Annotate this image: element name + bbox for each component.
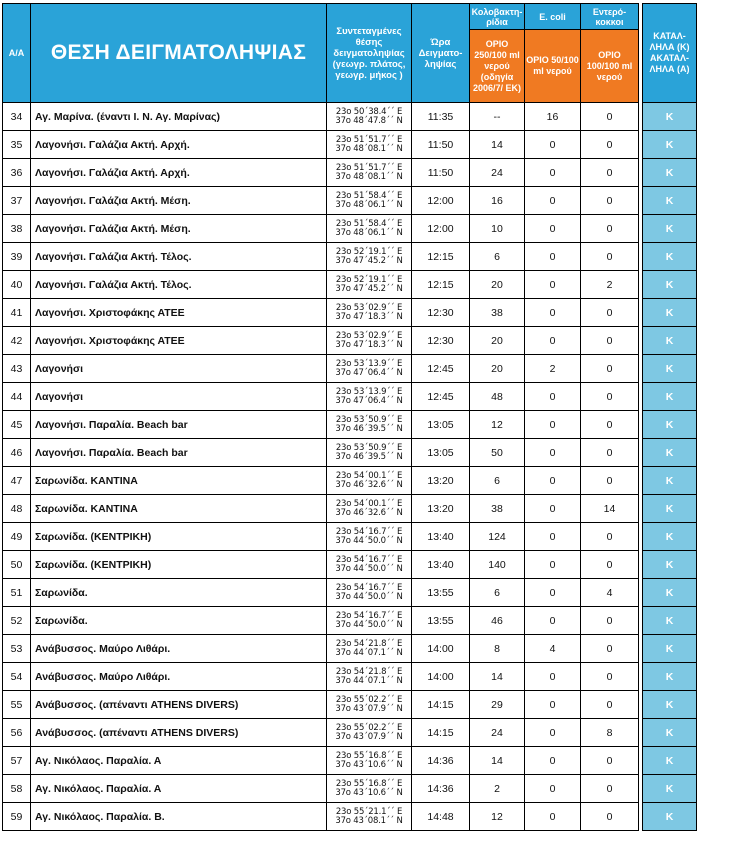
row-coliform: 46 bbox=[470, 607, 525, 635]
table-row bbox=[3, 579, 697, 607]
row-coliform: 29 bbox=[470, 691, 525, 719]
latitude: 37ο 46΄32.6΄΄ Ν bbox=[335, 507, 403, 518]
row-verdict-badge: Κ bbox=[643, 299, 697, 327]
row-coliform: 38 bbox=[470, 495, 525, 523]
row-coliform: 50 bbox=[470, 439, 525, 467]
row-verdict-badge: Κ bbox=[643, 775, 697, 803]
row-location: Σαρωνίδα. ΚΑΝΤΙΝΑ bbox=[31, 495, 327, 523]
row-number: 48 bbox=[3, 495, 31, 523]
row-verdict-badge: Κ bbox=[643, 187, 697, 215]
row-verdict-badge: Κ bbox=[643, 383, 697, 411]
row-number: 43 bbox=[3, 355, 31, 383]
row-time: 13:05 bbox=[412, 439, 470, 467]
row-ecoli: 16 bbox=[525, 103, 581, 131]
header-verdict: ΚΑΤΑΛ-ΛΗΛΑ (Κ) ΑΚΑΤΑΛ-ΛΗΛΑ (Α) bbox=[643, 4, 697, 103]
row-entero: 0 bbox=[581, 523, 639, 551]
row-coordinates bbox=[327, 719, 412, 747]
row-ecoli: 0 bbox=[525, 131, 581, 159]
row-entero: 0 bbox=[581, 551, 639, 579]
row-location: Σαρωνίδα. bbox=[31, 607, 327, 635]
row-ecoli: 0 bbox=[525, 383, 581, 411]
longitude: 23ο 55΄21.1΄΄ Ε bbox=[335, 806, 403, 817]
table-row bbox=[3, 243, 697, 271]
row-ecoli: 0 bbox=[525, 411, 581, 439]
table-row bbox=[3, 355, 697, 383]
row-number: 35 bbox=[3, 131, 31, 159]
row-time: 12:30 bbox=[412, 327, 470, 355]
row-verdict-badge: Κ bbox=[643, 719, 697, 747]
row-verdict-badge: Κ bbox=[643, 467, 697, 495]
row-coliform: 16 bbox=[470, 187, 525, 215]
row-coordinates bbox=[327, 495, 412, 523]
row-number: 54 bbox=[3, 663, 31, 691]
longitude: 23ο 54΄16.7΄΄ Ε bbox=[335, 554, 403, 565]
row-time: 12:30 bbox=[412, 299, 470, 327]
row-location: Λαγονήσι bbox=[31, 383, 327, 411]
row-coliform: 14 bbox=[470, 747, 525, 775]
row-entero: 0 bbox=[581, 327, 639, 355]
row-number: 55 bbox=[3, 691, 31, 719]
longitude: 23ο 54΄21.8΄΄ Ε bbox=[335, 666, 403, 677]
latitude: 37ο 43΄10.6΄΄ Ν bbox=[335, 759, 403, 770]
header-entero-limit: ΟΡΙΟ 100/100 ml νερού bbox=[581, 30, 639, 103]
row-time: 14:36 bbox=[412, 747, 470, 775]
latitude: 37ο 47΄18.3΄΄ Ν bbox=[335, 311, 403, 322]
latitude: 37ο 44΄50.0΄΄ Ν bbox=[335, 563, 403, 574]
longitude: 23ο 53΄02.9΄΄ Ε bbox=[335, 302, 403, 313]
row-time: 14:36 bbox=[412, 775, 470, 803]
row-location: Σαρωνίδα. ΚΑΝΤΙΝΑ bbox=[31, 467, 327, 495]
table-row bbox=[3, 187, 697, 215]
row-ecoli: 0 bbox=[525, 467, 581, 495]
row-time: 14:15 bbox=[412, 691, 470, 719]
row-location: Ανάβυσσος. Μαύρο Λιθάρι. bbox=[31, 663, 327, 691]
row-location: Λαγονήσι. Γαλάζια Ακτή. Τέλος. bbox=[31, 271, 327, 299]
row-entero: 0 bbox=[581, 243, 639, 271]
longitude: 23ο 51΄58.4΄΄ Ε bbox=[335, 190, 403, 201]
row-ecoli: 0 bbox=[525, 495, 581, 523]
row-number: 49 bbox=[3, 523, 31, 551]
row-number: 47 bbox=[3, 467, 31, 495]
row-coliform: 24 bbox=[470, 159, 525, 187]
row-coordinates bbox=[327, 271, 412, 299]
latitude: 37ο 44΄50.0΄΄ Ν bbox=[335, 591, 403, 602]
row-ecoli: 0 bbox=[525, 159, 581, 187]
row-entero: 0 bbox=[581, 803, 639, 831]
row-coordinates bbox=[327, 327, 412, 355]
row-number: 46 bbox=[3, 439, 31, 467]
row-coliform: 48 bbox=[470, 383, 525, 411]
latitude: 37ο 44΄50.0΄΄ Ν bbox=[335, 619, 403, 630]
row-time: 14:00 bbox=[412, 635, 470, 663]
table-row bbox=[3, 103, 697, 131]
longitude: 23ο 52΄19.1΄΄ Ε bbox=[335, 274, 403, 285]
row-location: Λαγονήσι. Γαλάζια Ακτή. Μέση. bbox=[31, 215, 327, 243]
row-time: 13:40 bbox=[412, 551, 470, 579]
row-location: Σαρωνίδα. bbox=[31, 579, 327, 607]
row-location: Λαγονήσι. Παραλία. Beach bar bbox=[31, 439, 327, 467]
row-entero: 0 bbox=[581, 187, 639, 215]
row-coliform: 20 bbox=[470, 327, 525, 355]
row-coordinates bbox=[327, 411, 412, 439]
row-verdict-badge: Κ bbox=[643, 579, 697, 607]
row-time: 13:20 bbox=[412, 495, 470, 523]
row-entero: 0 bbox=[581, 775, 639, 803]
row-location: Αγ. Νικόλαος. Παραλία. Α bbox=[31, 747, 327, 775]
row-coliform: 6 bbox=[470, 243, 525, 271]
row-entero: 0 bbox=[581, 215, 639, 243]
row-verdict-badge: Κ bbox=[643, 411, 697, 439]
row-number: 58 bbox=[3, 775, 31, 803]
latitude: 37ο 47΄06.4΄΄ Ν bbox=[335, 367, 403, 378]
row-coliform: 24 bbox=[470, 719, 525, 747]
header-ecoli-limit: ΟΡΙΟ 50/100 ml νερού bbox=[525, 30, 581, 103]
row-time: 12:45 bbox=[412, 355, 470, 383]
table-row bbox=[3, 803, 697, 831]
row-number: 53 bbox=[3, 635, 31, 663]
row-ecoli: 0 bbox=[525, 747, 581, 775]
table-row bbox=[3, 775, 697, 803]
table-row bbox=[3, 299, 697, 327]
longitude: 23ο 55΄16.8΄΄ Ε bbox=[335, 778, 403, 789]
row-verdict-badge: Κ bbox=[643, 103, 697, 131]
table-row bbox=[3, 635, 697, 663]
header-coliform-limit: ΟΡΙΟ 250/100 ml νερού (οδηγία 2006/7/ ΕΚ) bbox=[470, 30, 525, 103]
row-number: 45 bbox=[3, 411, 31, 439]
longitude: 23ο 53΄13.9΄΄ Ε bbox=[335, 386, 403, 397]
latitude: 37ο 48΄06.1΄΄ Ν bbox=[335, 227, 403, 238]
row-ecoli: 0 bbox=[525, 187, 581, 215]
row-entero: 0 bbox=[581, 355, 639, 383]
row-coliform: 12 bbox=[470, 411, 525, 439]
row-time: 13:40 bbox=[412, 523, 470, 551]
longitude: 23ο 54΄00.1΄΄ Ε bbox=[335, 498, 403, 509]
row-coliform: -- bbox=[470, 103, 525, 131]
row-entero: 0 bbox=[581, 691, 639, 719]
table-row bbox=[3, 131, 697, 159]
row-coliform: 124 bbox=[470, 523, 525, 551]
row-location: Αγ. Νικόλαος. Παραλία. Α bbox=[31, 775, 327, 803]
row-number: 56 bbox=[3, 719, 31, 747]
longitude: 23ο 51΄51.7΄΄ Ε bbox=[335, 134, 403, 145]
row-coliform: 2 bbox=[470, 775, 525, 803]
row-ecoli: 0 bbox=[525, 215, 581, 243]
latitude: 37ο 47΄06.4΄΄ Ν bbox=[335, 395, 403, 406]
row-coordinates bbox=[327, 187, 412, 215]
row-entero: 0 bbox=[581, 663, 639, 691]
row-location: Αγ. Νικόλαος. Παραλία. Β. bbox=[31, 803, 327, 831]
row-coordinates bbox=[327, 663, 412, 691]
row-time: 11:50 bbox=[412, 159, 470, 187]
row-coliform: 20 bbox=[470, 355, 525, 383]
longitude: 23ο 51΄51.7΄΄ Ε bbox=[335, 162, 403, 173]
longitude: 23ο 54΄16.7΄΄ Ε bbox=[335, 582, 403, 593]
row-coordinates bbox=[327, 131, 412, 159]
sampling-results-table bbox=[2, 3, 697, 831]
latitude: 37ο 46΄39.5΄΄ Ν bbox=[335, 423, 403, 434]
longitude: 23ο 53΄50.9΄΄ Ε bbox=[335, 442, 403, 453]
row-location: Λαγονήσι. Γαλάζια Ακτή. Αρχή. bbox=[31, 131, 327, 159]
row-coliform: 140 bbox=[470, 551, 525, 579]
row-entero: 14 bbox=[581, 495, 639, 523]
row-coordinates bbox=[327, 439, 412, 467]
row-time: 12:45 bbox=[412, 383, 470, 411]
row-verdict-badge: Κ bbox=[643, 131, 697, 159]
header-ecoli: E. coli bbox=[525, 4, 581, 30]
row-verdict-badge: Κ bbox=[643, 327, 697, 355]
row-coliform: 6 bbox=[470, 579, 525, 607]
table-row bbox=[3, 383, 697, 411]
header-time: Ώρα Δειγματο-ληψίας bbox=[412, 4, 470, 103]
latitude: 37ο 43΄10.6΄΄ Ν bbox=[335, 787, 403, 798]
row-coordinates bbox=[327, 551, 412, 579]
table-row bbox=[3, 607, 697, 635]
row-ecoli: 0 bbox=[525, 299, 581, 327]
row-number: 37 bbox=[3, 187, 31, 215]
row-ecoli: 0 bbox=[525, 327, 581, 355]
row-entero: 0 bbox=[581, 131, 639, 159]
longitude: 23ο 55΄16.8΄΄ Ε bbox=[335, 750, 403, 761]
table-row bbox=[3, 663, 697, 691]
row-location: Ανάβυσσος. Μαύρο Λιθάρι. bbox=[31, 635, 327, 663]
row-time: 11:50 bbox=[412, 131, 470, 159]
longitude: 23ο 53΄02.9΄΄ Ε bbox=[335, 330, 403, 341]
row-ecoli: 0 bbox=[525, 551, 581, 579]
row-number: 39 bbox=[3, 243, 31, 271]
latitude: 37ο 48΄06.1΄΄ Ν bbox=[335, 199, 403, 210]
row-number: 40 bbox=[3, 271, 31, 299]
latitude: 37ο 46΄32.6΄΄ Ν bbox=[335, 479, 403, 490]
table-row bbox=[3, 467, 697, 495]
row-verdict-badge: Κ bbox=[643, 215, 697, 243]
header-location: ΘΕΣΗ ΔΕΙΓΜΑΤΟΛΗΨΙΑΣ bbox=[31, 4, 327, 103]
latitude: 37ο 47΄18.3΄΄ Ν bbox=[335, 339, 403, 350]
row-entero: 0 bbox=[581, 635, 639, 663]
longitude: 23ο 54΄16.7΄΄ Ε bbox=[335, 526, 403, 537]
row-coliform: 10 bbox=[470, 215, 525, 243]
longitude: 23ο 55΄02.2΄΄ Ε bbox=[335, 722, 403, 733]
row-number: 36 bbox=[3, 159, 31, 187]
latitude: 37ο 47΄45.2΄΄ Ν bbox=[335, 255, 403, 266]
latitude: 37ο 47΄45.2΄΄ Ν bbox=[335, 283, 403, 294]
row-coliform: 12 bbox=[470, 803, 525, 831]
row-time: 14:15 bbox=[412, 719, 470, 747]
table-row bbox=[3, 719, 697, 747]
latitude: 37ο 43΄07.9΄΄ Ν bbox=[335, 703, 403, 714]
table-row bbox=[3, 551, 697, 579]
row-verdict-badge: Κ bbox=[643, 243, 697, 271]
latitude: 37ο 43΄07.9΄΄ Ν bbox=[335, 731, 403, 742]
row-entero: 0 bbox=[581, 747, 639, 775]
row-location: Αγ. Μαρίνα. (έναντι Ι. Ν. Αγ. Μαρίνας) bbox=[31, 103, 327, 131]
row-coordinates bbox=[327, 299, 412, 327]
row-time: 14:00 bbox=[412, 663, 470, 691]
row-entero: 8 bbox=[581, 719, 639, 747]
row-ecoli: 0 bbox=[525, 663, 581, 691]
row-entero: 4 bbox=[581, 579, 639, 607]
row-number: 59 bbox=[3, 803, 31, 831]
longitude: 23ο 55΄02.2΄΄ Ε bbox=[335, 694, 403, 705]
row-location: Σαρωνίδα. (ΚΕΝΤΡΙΚΗ) bbox=[31, 523, 327, 551]
latitude: 37ο 46΄39.5΄΄ Ν bbox=[335, 451, 403, 462]
table-row bbox=[3, 439, 697, 467]
longitude: 23ο 50΄38.4΄΄ Ε bbox=[335, 106, 403, 117]
row-coliform: 20 bbox=[470, 271, 525, 299]
row-coordinates bbox=[327, 215, 412, 243]
row-coordinates bbox=[327, 747, 412, 775]
row-ecoli: 0 bbox=[525, 775, 581, 803]
row-entero: 0 bbox=[581, 607, 639, 635]
latitude: 37ο 48΄08.1΄΄ Ν bbox=[335, 171, 403, 182]
row-coordinates bbox=[327, 803, 412, 831]
row-location: Λαγονήσι. Γαλάζια Ακτή. Μέση. bbox=[31, 187, 327, 215]
table-row bbox=[3, 159, 697, 187]
table-row bbox=[3, 215, 697, 243]
row-coordinates bbox=[327, 691, 412, 719]
row-number: 44 bbox=[3, 383, 31, 411]
row-ecoli: 0 bbox=[525, 719, 581, 747]
row-ecoli: 0 bbox=[525, 579, 581, 607]
latitude: 37ο 44΄07.1΄΄ Ν bbox=[335, 675, 403, 686]
row-verdict-badge: Κ bbox=[643, 747, 697, 775]
row-coordinates bbox=[327, 383, 412, 411]
row-entero: 0 bbox=[581, 159, 639, 187]
longitude: 23ο 52΄19.1΄΄ Ε bbox=[335, 246, 403, 257]
row-verdict-badge: Κ bbox=[643, 495, 697, 523]
row-verdict-badge: Κ bbox=[643, 159, 697, 187]
row-coordinates bbox=[327, 103, 412, 131]
row-verdict-badge: Κ bbox=[643, 271, 697, 299]
row-time: 14:48 bbox=[412, 803, 470, 831]
row-verdict-badge: Κ bbox=[643, 523, 697, 551]
header-coliform: Κολοβακτη-ρίδια bbox=[470, 4, 525, 30]
row-coordinates bbox=[327, 523, 412, 551]
row-location: Ανάβυσσος. (απέναντι ATHENS DIVERS) bbox=[31, 719, 327, 747]
row-time: 13:20 bbox=[412, 467, 470, 495]
row-location: Λαγονήσι bbox=[31, 355, 327, 383]
row-time: 13:55 bbox=[412, 607, 470, 635]
latitude: 37ο 44΄50.0΄΄ Ν bbox=[335, 535, 403, 546]
row-coordinates bbox=[327, 635, 412, 663]
row-number: 51 bbox=[3, 579, 31, 607]
row-entero: 0 bbox=[581, 383, 639, 411]
row-location: Ανάβυσσος. (απέναντι ATHENS DIVERS) bbox=[31, 691, 327, 719]
row-time: 13:05 bbox=[412, 411, 470, 439]
row-ecoli: 0 bbox=[525, 607, 581, 635]
row-ecoli: 0 bbox=[525, 691, 581, 719]
row-time: 12:15 bbox=[412, 243, 470, 271]
row-coordinates bbox=[327, 579, 412, 607]
row-ecoli: 0 bbox=[525, 523, 581, 551]
row-coliform: 6 bbox=[470, 467, 525, 495]
row-number: 38 bbox=[3, 215, 31, 243]
row-location: Λαγονήσι. Χριστοφάκης ΑΤΕΕ bbox=[31, 299, 327, 327]
row-time: 12:15 bbox=[412, 271, 470, 299]
row-number: 52 bbox=[3, 607, 31, 635]
longitude: 23ο 54΄00.1΄΄ Ε bbox=[335, 470, 403, 481]
row-coliform: 14 bbox=[470, 131, 525, 159]
latitude: 37ο 48΄47.8΄΄ Ν bbox=[335, 115, 403, 126]
table-row bbox=[3, 691, 697, 719]
row-time: 11:35 bbox=[412, 103, 470, 131]
row-entero: 0 bbox=[581, 411, 639, 439]
row-coordinates bbox=[327, 775, 412, 803]
row-entero: 2 bbox=[581, 271, 639, 299]
longitude: 23ο 53΄50.9΄΄ Ε bbox=[335, 414, 403, 425]
row-verdict-badge: Κ bbox=[643, 607, 697, 635]
row-location: Λαγονήσι. Γαλάζια Ακτή. Αρχή. bbox=[31, 159, 327, 187]
row-coordinates bbox=[327, 467, 412, 495]
row-number: 42 bbox=[3, 327, 31, 355]
row-entero: 0 bbox=[581, 103, 639, 131]
row-verdict-badge: Κ bbox=[643, 803, 697, 831]
table-row bbox=[3, 327, 697, 355]
longitude: 23ο 54΄21.8΄΄ Ε bbox=[335, 638, 403, 649]
row-time: 13:55 bbox=[412, 579, 470, 607]
row-verdict-badge: Κ bbox=[643, 691, 697, 719]
header-aa: Α/Α bbox=[3, 4, 31, 103]
row-ecoli: 0 bbox=[525, 439, 581, 467]
table-row bbox=[3, 411, 697, 439]
row-entero: 0 bbox=[581, 467, 639, 495]
row-number: 57 bbox=[3, 747, 31, 775]
row-coliform: 14 bbox=[470, 663, 525, 691]
longitude: 23ο 54΄16.7΄΄ Ε bbox=[335, 610, 403, 621]
latitude: 37ο 43΄08.1΄΄ Ν bbox=[335, 815, 403, 826]
row-number: 50 bbox=[3, 551, 31, 579]
longitude: 23ο 51΄58.4΄΄ Ε bbox=[335, 218, 403, 229]
row-time: 12:00 bbox=[412, 187, 470, 215]
row-ecoli: 0 bbox=[525, 243, 581, 271]
row-coordinates bbox=[327, 355, 412, 383]
row-location: Λαγονήσι. Χριστοφάκης ΑΤΕΕ bbox=[31, 327, 327, 355]
row-location: Λαγονήσι. Παραλία. Beach bar bbox=[31, 411, 327, 439]
row-coordinates bbox=[327, 243, 412, 271]
row-ecoli: 2 bbox=[525, 355, 581, 383]
row-verdict-badge: Κ bbox=[643, 439, 697, 467]
row-coliform: 38 bbox=[470, 299, 525, 327]
row-coordinates bbox=[327, 159, 412, 187]
row-location: Λαγονήσι. Γαλάζια Ακτή. Τέλος. bbox=[31, 243, 327, 271]
row-number: 41 bbox=[3, 299, 31, 327]
latitude: 37ο 44΄07.1΄΄ Ν bbox=[335, 647, 403, 658]
longitude: 23ο 53΄13.9΄΄ Ε bbox=[335, 358, 403, 369]
row-verdict-badge: Κ bbox=[643, 635, 697, 663]
row-ecoli: 0 bbox=[525, 803, 581, 831]
row-entero: 0 bbox=[581, 439, 639, 467]
table-row bbox=[3, 271, 697, 299]
row-entero: 0 bbox=[581, 299, 639, 327]
header-entero: Εντερό-κοκκοι bbox=[581, 4, 639, 30]
table-row bbox=[3, 523, 697, 551]
row-location: Σαρωνίδα. (ΚΕΝΤΡΙΚΗ) bbox=[31, 551, 327, 579]
table-row bbox=[3, 495, 697, 523]
latitude: 37ο 48΄08.1΄΄ Ν bbox=[335, 143, 403, 154]
row-coliform: 8 bbox=[470, 635, 525, 663]
row-verdict-badge: Κ bbox=[643, 355, 697, 383]
row-ecoli: 4 bbox=[525, 635, 581, 663]
row-ecoli: 0 bbox=[525, 271, 581, 299]
header-coordinates: Συντεταγμένες θέσης δειγματοληψίας (γεωγρ. πλάτος, γεωγρ. μήκος ) bbox=[327, 4, 412, 103]
row-coordinates bbox=[327, 607, 412, 635]
table-row bbox=[3, 747, 697, 775]
row-time: 12:00 bbox=[412, 215, 470, 243]
row-verdict-badge: Κ bbox=[643, 663, 697, 691]
row-verdict-badge: Κ bbox=[643, 551, 697, 579]
row-number: 34 bbox=[3, 103, 31, 131]
